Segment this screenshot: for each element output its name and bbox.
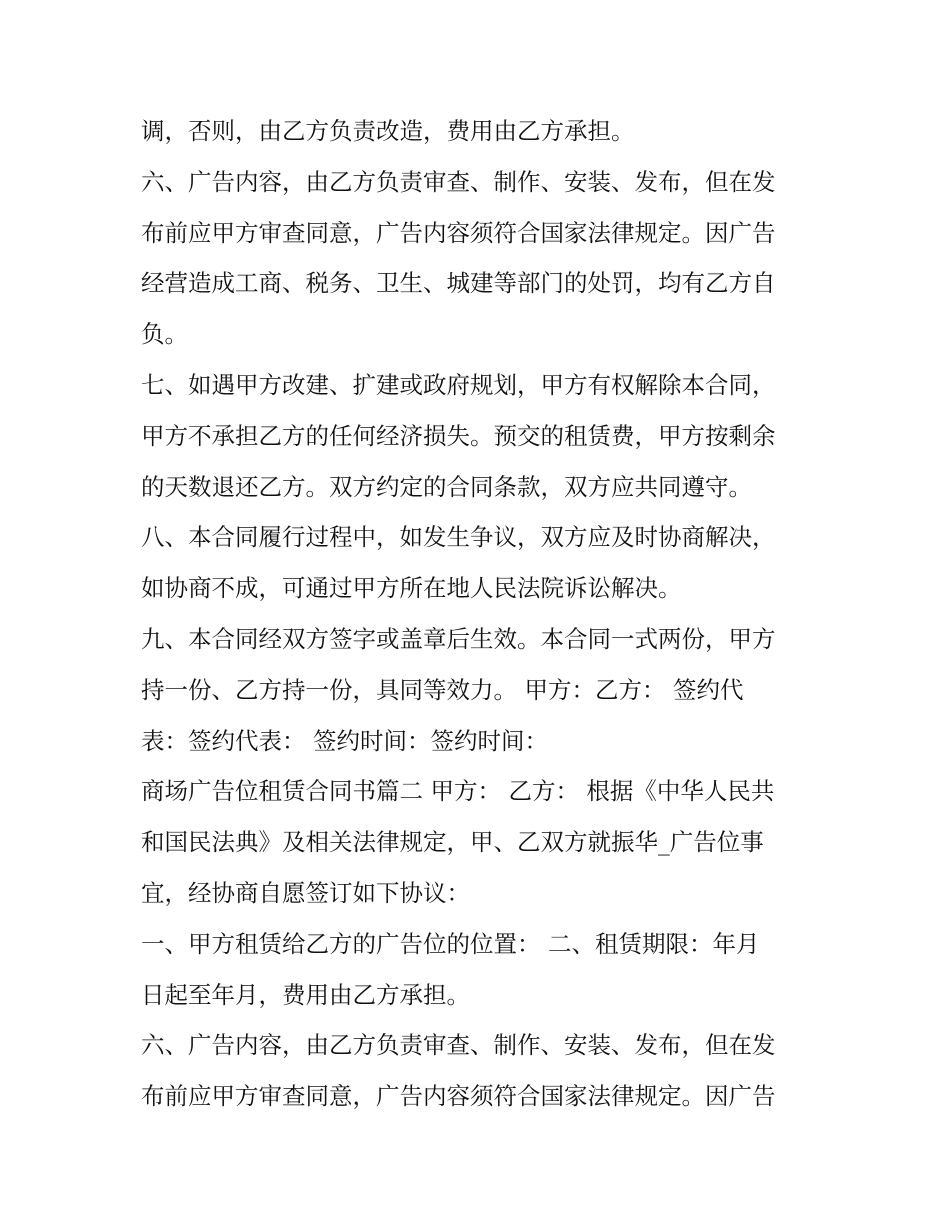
text-line: 一、甲方租赁给乙方的广告位的位置： 二、租赁期限：年月 <box>141 929 760 958</box>
text-line: 七、如遇甲方改建、扩建或政府规划，甲方有权解除本合同， <box>141 370 776 399</box>
text-line: 经营造成工商、税务、卫生、城建等部门的处罚，均有乙方自 <box>141 269 776 298</box>
text-line: 八、本合同履行过程中，如发生争议，双方应及时协商解决， <box>141 523 776 552</box>
text-line: 商场广告位租赁合同书篇二 甲方： 乙方： 根据《中华人民共 <box>141 777 775 806</box>
text-line: 布前应甲方审查同意，广告内容须符合国家法律规定。因广告 <box>141 1082 776 1111</box>
text-line: 布前应甲方审查同意，广告内容须符合国家法律规定。因广告 <box>141 218 776 247</box>
text-line: 的天数退还乙方。双方约定的合同条款，双方应共同遵守。 <box>141 472 752 501</box>
text-line: 六、广告内容，由乙方负责审查、制作、安装、发布，但在发 <box>141 1031 776 1060</box>
text-line: 和国民法典》及相关法律规定，甲、乙双方就振华_广告位事 <box>141 828 764 857</box>
text-line: 宜，经协商自愿签订如下协议： <box>141 878 470 907</box>
document-body <box>141 106 813 1122</box>
text-line: 表：签约代表： 签约时间：签约时间： <box>141 726 548 755</box>
text-line: 日起至年月，费用由乙方承担。 <box>141 980 470 1009</box>
text-line: 调，否则，由乙方负责改造，费用由乙方承担。 <box>141 117 635 145</box>
text-line: 如协商不成，可通过甲方所在地人民法院诉讼解决。 <box>141 574 682 603</box>
text-line: 九、本合同经双方签字或盖章后生效。本合同一式两份，甲方 <box>141 624 776 653</box>
text-line: 持一份、乙方持一份，具同等效力。 甲方：乙方： 签约代 <box>141 675 744 704</box>
text-line: 甲方不承担乙方的任何经济损失。预交的租赁费，甲方按剩余 <box>141 421 776 450</box>
text-line: 负。 <box>141 320 188 349</box>
text-line: 六、广告内容，由乙方负责审查、制作、安装、发布，但在发 <box>141 167 776 196</box>
